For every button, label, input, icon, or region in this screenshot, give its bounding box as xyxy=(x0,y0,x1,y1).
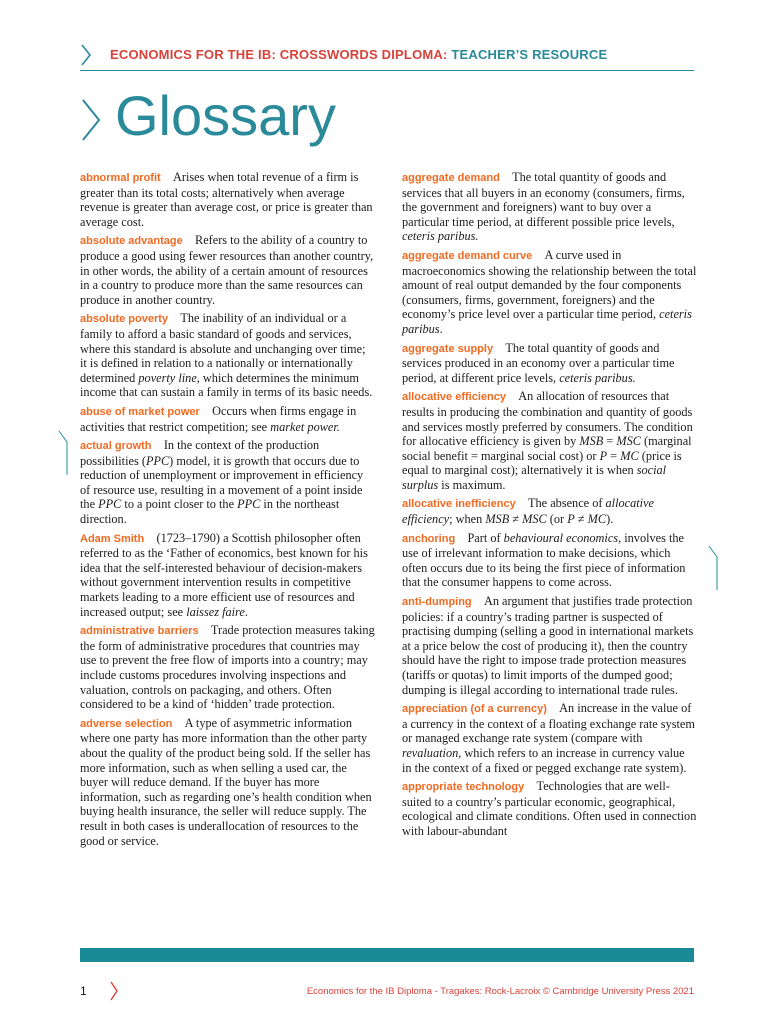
definition-text: , which determines the minimum income that can sustain a family in terms of its basic needs. xyxy=(80,370,373,400)
definition-text: (1723–1790) a Scottish philosopher often referred to as the ‘Father of economics, best known for his idea that the self-interested behaviour of decision-makers without government intervention results in competitive markets leading to a more efficient use of resources and increased output; see xyxy=(80,530,368,619)
glossary-entry xyxy=(402,779,697,838)
glossary-entry xyxy=(80,438,375,527)
glossary-term: administrative barriers xyxy=(80,625,199,638)
glossary-term: adverse selection xyxy=(80,717,173,730)
glossary-entry xyxy=(402,531,697,590)
definition-italic-text: P xyxy=(567,512,575,527)
definition-italic-text: MSB xyxy=(579,434,604,449)
glossary-term: appropriate technology xyxy=(402,781,525,794)
page-number: 1 xyxy=(80,984,87,998)
definition-italic-text: PPC xyxy=(145,453,170,468)
definition-italic-text: ceteris paribus. xyxy=(402,229,479,244)
definition-text: A curve used in macroeconomics showing the relationship between the total amount of real output demanded by the four components (consumers, firms, government, foreigners) and the economy’s price level over a particular time period, xyxy=(402,247,697,322)
definition-text: (marginal social benefit = marginal social cost) or xyxy=(402,434,692,463)
definition-italic-text: behavioural economics xyxy=(503,530,619,545)
definition-text: Arises when total revenue of a firm is greater than its total costs; alternatively when average revenue is greater than average cost, or price is greater than average cost. xyxy=(80,170,373,229)
definition-text: = xyxy=(603,434,617,449)
glossary-entry xyxy=(80,623,375,712)
footer-credit: Economics for the IB Diploma - Tragakes: Rock-Lacroix © Cambridge University Press 2021 xyxy=(306,986,694,997)
glossary-entry xyxy=(402,341,697,386)
definition-italic-text: allocative efficiency xyxy=(402,496,655,527)
glossary-term: aggregate supply xyxy=(402,342,494,355)
glossary-definition xyxy=(402,389,693,492)
definition-italic-text: poverty line xyxy=(138,370,197,385)
glossary-entry xyxy=(80,233,375,307)
chevron-right-icon xyxy=(80,44,92,66)
footer-bar xyxy=(80,948,694,962)
definition-text: In the context of the production possibilities ( xyxy=(80,438,320,468)
definition-text: in the northeast direction. xyxy=(80,497,340,527)
glossary-term: aggregate demand xyxy=(402,172,500,184)
definition-italic-text: ceteris paribus. xyxy=(559,370,636,385)
definition-text: ). xyxy=(606,512,614,527)
definition-text: Occurs when firms engage in activities that restrict competition; see xyxy=(80,403,357,434)
definition-text: to a point closer to the xyxy=(121,497,238,512)
glossary-entry xyxy=(402,701,697,775)
definition-italic-text: PPC xyxy=(98,497,122,512)
definition-text: The total quantity of goods and services produced in an economy over a particular time period, at different price levels, xyxy=(402,340,675,385)
glossary-term: Adam Smith xyxy=(80,532,145,545)
glossary-term: allocative efficiency xyxy=(402,391,506,404)
definition-text: The inability of an individual or a family to afford a basic standard of goods and services, where this standard is absolute and unchanging over time; it is defined in relation to a nationally or internationally determined xyxy=(80,311,366,385)
definition-text: An argument that justifies trade protection policies: if a country’s trading partner is suspected of practising dumping (selling a good in international markets at a price below the cost of producing it), then the country should have the right to impose trade protection measures (tariffs or quotas) to limit imports of the dumped good; dumping is illegal according to international trade rules. xyxy=(402,594,694,697)
header-title-resource: TEACHER’S RESOURCE xyxy=(451,47,608,62)
definition-text: ) model, it is growth that occurs due to reduction of unemployment or improvement in efficiency of resource use, resulting in a movement of a point inside the xyxy=(80,453,364,512)
glossary-entry xyxy=(402,389,697,492)
glossary-term: abuse of market power xyxy=(80,405,200,418)
glossary-term: actual growth xyxy=(80,440,152,453)
definition-text: An increase in the value of a currency in the context of a floating exchange rate system or managed exchange rate system (compare with xyxy=(402,701,695,746)
definition-italic-text: MSC xyxy=(522,512,547,527)
definition-italic-text: revaluation xyxy=(402,745,459,760)
glossary-definition xyxy=(80,716,372,848)
glossary-entry xyxy=(402,170,697,244)
definition-italic-text: MSB xyxy=(485,512,510,527)
definition-italic-text: laissez faire xyxy=(186,604,245,619)
glossary-term: absolute advantage xyxy=(80,235,183,248)
definition-text: . xyxy=(439,321,443,336)
glossary-term: aggregate demand curve xyxy=(402,249,533,262)
definition-italic-text: social surplus xyxy=(402,463,667,492)
page-title: Glossary xyxy=(115,84,336,147)
chevron-right-icon xyxy=(109,981,119,1001)
definition-text: An allocation of resources that results in producing the combination and quantity of goods and services mostly preferred by consumers. The condition for allocative efficiency is given by xyxy=(402,389,693,449)
definition-text: A type of asymmetric information where one party has more information than the other party about the quality of the product being sold. If the seller has more information, such as when selling a used car, the buyer will reduce demand. If the buyer has more information, such as regarding one’s health condition when buying health insurance, the seller will reduce supply. The result in both cases is underallocation of resources to the good or service. xyxy=(80,715,372,848)
definition-text: The absence of xyxy=(528,496,606,511)
glossary-term: absolute poverty xyxy=(80,313,169,326)
header-title-series: ECONOMICS FOR THE IB: CROSSWORDS DIPLOMA: xyxy=(110,47,452,62)
definition-text: Part of xyxy=(467,530,504,545)
glossary-entry xyxy=(402,248,697,337)
definition-text: . xyxy=(244,604,248,619)
definition-italic-text: MSC xyxy=(616,434,641,449)
definition-italic-text: market power. xyxy=(270,419,340,434)
glossary-term: allocative inefficiency xyxy=(402,498,516,511)
definition-text: Trade protection measures taking the form of administrative procedures that countries may use to prevent the free flow of imports into a country; may include customs procedures involving inspections and valuation, controls on packaging, and others. Often considered to be a kind of ‘hidden’ trade protection. xyxy=(80,623,375,712)
glossary-entry xyxy=(80,716,375,848)
glossary-term: abnormal profit xyxy=(80,172,161,184)
glossary-term: anti-dumping xyxy=(402,596,472,609)
definition-italic-text: PPC xyxy=(237,497,261,512)
definition-text: Technologies that are well-suited to a country’s particular economic, geographical, ecological and climate conditions. Often used in connection with labour-abundant xyxy=(402,779,697,838)
definition-text: = xyxy=(607,448,621,463)
glossary-column-left xyxy=(80,170,375,852)
header-title xyxy=(110,47,607,62)
chevron-right-icon xyxy=(80,98,102,142)
glossary-entry xyxy=(80,311,375,400)
header-rule xyxy=(80,70,694,71)
definition-italic-text: P xyxy=(599,448,608,463)
glossary-entry xyxy=(80,531,375,620)
definition-italic-text: MC xyxy=(620,448,639,463)
definition-text: Refers to the ability of a country to produce a good using fewer resources than another country, in other words, the ability of a certain amount of resources in a country to produce more than the same resources can produce in another country. xyxy=(80,233,374,307)
glossary-definition xyxy=(402,594,693,697)
definition-italic-text: MC xyxy=(587,512,607,527)
definition-text: The total quantity of goods and services that all buyers in an economy (consumers, firms, the government and foreigners) want to buy over a particular time period, at different possible price levels, xyxy=(402,170,685,229)
glossary-entry xyxy=(80,404,375,434)
glossary-entry xyxy=(80,170,375,229)
definition-text: is maximum. xyxy=(438,477,506,492)
glossary-entry xyxy=(402,496,697,526)
definition-text: (price is equal to marginal cost); alternatively it is when xyxy=(402,448,682,478)
glossary-term: appreciation (of a currency) xyxy=(402,703,547,716)
definition-text: , involves the use of irrelevant information to make decisions, which often occurs due to its being the first piece of information that the consumer happens to come across. xyxy=(402,530,686,590)
definition-italic-text: ceteris paribus xyxy=(402,307,692,336)
definition-text: ≠ xyxy=(574,512,588,527)
definition-text: ≠ xyxy=(509,512,523,527)
glossary-entry xyxy=(402,594,697,697)
glossary-term: anchoring xyxy=(402,532,456,545)
glossary-column-right xyxy=(402,170,697,843)
definition-text: (or xyxy=(546,512,568,527)
bracket-right-icon xyxy=(708,543,720,593)
bracket-left-icon xyxy=(58,428,70,478)
definition-text: ; when xyxy=(449,512,486,527)
definition-text: , which refers to an increase in currency value in the context of a fixed or pegged exchange rate system). xyxy=(402,745,687,775)
